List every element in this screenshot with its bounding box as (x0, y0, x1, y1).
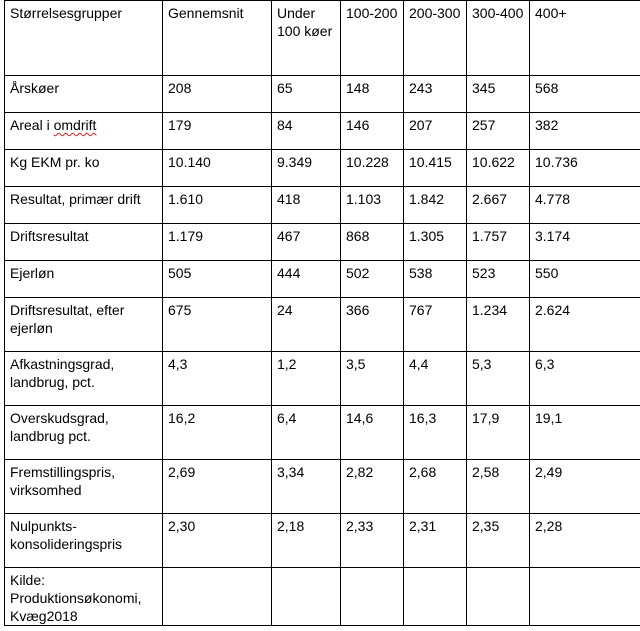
header-cell: Gennemsnit (163, 1, 272, 76)
table-cell: 418 (272, 187, 341, 224)
table-cell: 243 (404, 76, 467, 113)
table-cell: 1.234 (467, 298, 530, 352)
table-header-row (5, 1, 640, 76)
table-cell: 568 (530, 76, 640, 113)
table-cell: 505 (163, 261, 272, 298)
table-cell: 3.174 (530, 224, 640, 261)
table-cell: 4.778 (530, 187, 640, 224)
row-label: Resultat, primær drift (5, 187, 163, 224)
row-label: Overskudsgrad, landbrug pct. (5, 406, 163, 460)
table-cell-empty (163, 568, 272, 626)
table-cell: 19,1 (530, 406, 640, 460)
table-row (5, 76, 640, 113)
table-row (5, 224, 640, 261)
table-cell: 467 (272, 224, 341, 261)
table-cell: 868 (341, 224, 404, 261)
row-label: Afkastningsgrad, landbrug, pct. (5, 352, 163, 406)
table-cell: 10.228 (341, 150, 404, 187)
table-cell: 2,18 (272, 514, 341, 568)
table-cell: 2,28 (530, 514, 640, 568)
table-cell: 10.736 (530, 150, 640, 187)
table-row (5, 514, 640, 568)
table-row (5, 187, 640, 224)
table-cell-empty (272, 568, 341, 626)
table-cell: 4,4 (404, 352, 467, 406)
table-cell: 257 (467, 113, 530, 150)
table-cell: 2,33 (341, 514, 404, 568)
table-cell: 1.179 (163, 224, 272, 261)
header-cell: 100-200 (341, 1, 404, 76)
row-label: Årskøer (5, 76, 163, 113)
row-label: Driftsresultat, efter ejerløn (5, 298, 163, 352)
table-cell: 84 (272, 113, 341, 150)
table-cell: 24 (272, 298, 341, 352)
table-cell: 10.415 (404, 150, 467, 187)
table-cell: 1.610 (163, 187, 272, 224)
row-label: Kg EKM pr. ko (5, 150, 163, 187)
table-cell: 1,2 (272, 352, 341, 406)
header-cell: 400+ (530, 1, 640, 76)
table-cell: 550 (530, 261, 640, 298)
source-note: Kilde: Produktionsøkonomi, Kvæg2018 (5, 568, 163, 626)
table-cell: 2,49 (530, 460, 640, 514)
table-cell-empty (404, 568, 467, 626)
table-cell-empty (467, 568, 530, 626)
table-cell: 502 (341, 261, 404, 298)
table-cell: 2,31 (404, 514, 467, 568)
table-cell: 538 (404, 261, 467, 298)
table-cell: 2,30 (163, 514, 272, 568)
table-cell: 1.757 (467, 224, 530, 261)
source-row (5, 568, 640, 626)
table-cell-empty (341, 568, 404, 626)
row-label (5, 113, 163, 150)
table-cell: 675 (163, 298, 272, 352)
row-label: Nulpunkts-konsolideringspris (5, 514, 163, 568)
table-cell: 10.622 (467, 150, 530, 187)
table-cell: 2.624 (530, 298, 640, 352)
table-cell: 2,69 (163, 460, 272, 514)
row-label: Ejerløn (5, 261, 163, 298)
table-row (5, 150, 640, 187)
row-label: Fremstillingspris, virksomhed (5, 460, 163, 514)
header-cell: 200-300 (404, 1, 467, 76)
header-cell: 300-400 (467, 1, 530, 76)
table-row (5, 460, 640, 514)
table-cell: 17,9 (467, 406, 530, 460)
table-cell: 146 (341, 113, 404, 150)
table-row (5, 298, 640, 352)
table-cell: 10.140 (163, 150, 272, 187)
table-row (5, 352, 640, 406)
table-cell: 767 (404, 298, 467, 352)
table-cell: 345 (467, 76, 530, 113)
table-row (5, 261, 640, 298)
table-cell: 1.305 (404, 224, 467, 261)
table-cell: 148 (341, 76, 404, 113)
table-cell: 208 (163, 76, 272, 113)
table-cell: 16,3 (404, 406, 467, 460)
table-cell: 179 (163, 113, 272, 150)
table-cell: 6,3 (530, 352, 640, 406)
table-cell: 1.103 (341, 187, 404, 224)
table-cell: 444 (272, 261, 341, 298)
table-cell: 4,3 (163, 352, 272, 406)
table-row (5, 406, 640, 460)
table-row (5, 113, 640, 150)
table-cell: 6,4 (272, 406, 341, 460)
row-label-text: Areal i (10, 117, 54, 133)
table-cell: 2.667 (467, 187, 530, 224)
table-cell: 9.349 (272, 150, 341, 187)
table-cell: 3,34 (272, 460, 341, 514)
header-cell: Størrelsesgrupper (5, 1, 163, 76)
spellcheck-flagged-word[interactable]: omdrift (53, 117, 97, 133)
table-cell-empty (530, 568, 640, 626)
table-cell: 366 (341, 298, 404, 352)
table-cell: 1.842 (404, 187, 467, 224)
table-cell: 2,82 (341, 460, 404, 514)
row-label: Driftsresultat (5, 224, 163, 261)
table-cell: 382 (530, 113, 640, 150)
table-cell: 16,2 (163, 406, 272, 460)
header-cell: Under 100 køer (272, 1, 341, 76)
table-cell: 523 (467, 261, 530, 298)
table-cell: 5,3 (467, 352, 530, 406)
table-cell: 2,35 (467, 514, 530, 568)
table-cell: 2,58 (467, 460, 530, 514)
table-cell: 14,6 (341, 406, 404, 460)
table-cell: 2,68 (404, 460, 467, 514)
data-table (4, 0, 640, 626)
table-cell: 207 (404, 113, 467, 150)
table-cell: 65 (272, 76, 341, 113)
table-cell: 3,5 (341, 352, 404, 406)
